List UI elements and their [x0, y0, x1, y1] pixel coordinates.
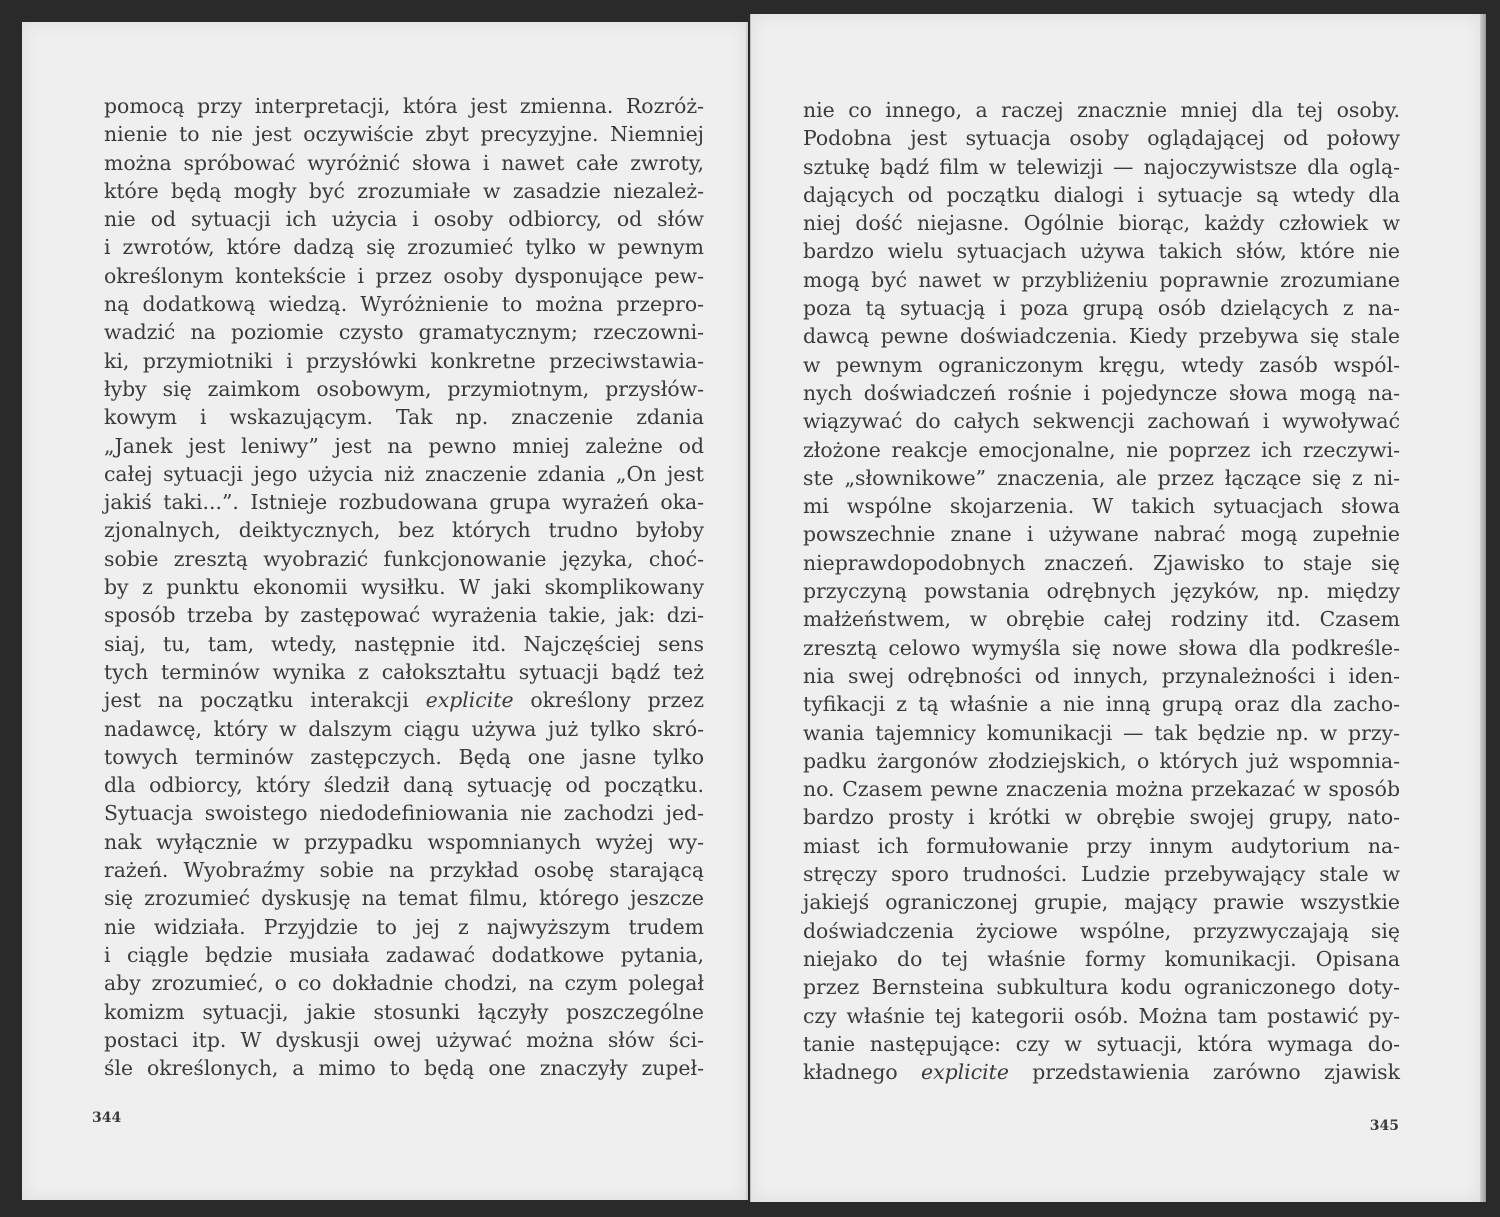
text-line: tyfikacji z tą właśnie a nie inną grupą oraz dla zacho-	[803, 692, 1400, 717]
right-page-number: 345	[1369, 1118, 1399, 1134]
text-line: wania tajemnicy komunikacji — tak będzie np. w przy-	[803, 720, 1400, 745]
text-line: które będą mogły być zrozumiałe w zasadzie niezależ-	[104, 178, 704, 203]
text-line: by z punktu ekonomii wysiłku. W jaki skomplikowany	[104, 575, 704, 600]
text-line: złożone reakcje emocjonalne, nie poprzez ich rzeczywi-	[803, 437, 1400, 462]
text-line: małżeństwem, w obrębie całej rodziny itd. Czasem	[803, 607, 1400, 632]
left-page-text	[104, 92, 704, 1082]
text-line: mogą być nawet w przybliżeniu poprawnie zrozumiane	[803, 267, 1400, 292]
text-line: postaci itp. W dyskusji owej używać można słów ści-	[104, 1027, 704, 1052]
text-line: bardzo wielu sytuacjach używa takich słów, które nie	[803, 239, 1400, 264]
text-line: wadzić na poziomie czysto gramatycznym; rzeczowni-	[104, 320, 704, 345]
italic-term: explicite	[425, 688, 514, 713]
text-line: ną dodatkową wiedzą. Wyróżnienie to można przepro-	[104, 292, 704, 317]
text-line: nieprawdopodobnych znaczeń. Zjawisko to staje się	[803, 550, 1400, 575]
text-line: rażeń. Wyobraźmy sobie na przykład osobę starającą	[104, 858, 704, 883]
text-line: nie widziała. Przyjdzie to jej z najwyższym trudem	[104, 914, 704, 939]
left-page	[22, 22, 748, 1200]
text-line: Podobna jest sytuacja osoby oglądającej od połowy	[803, 126, 1400, 151]
text-line: sposób trzeba by zastępować wyrażenia takie, jak: dzi-	[104, 603, 704, 628]
text-line: można spróbować wyróżnić słowa i nawet całe zwroty,	[104, 150, 704, 175]
text-line: tanie następujące: czy w sytuacji, która wymaga do-	[803, 1031, 1400, 1056]
left-page-number: 344	[92, 1110, 122, 1126]
text-line: doświadczenia życiowe wspólne, przyzwyczajają się	[803, 918, 1400, 943]
text-line: jest na początku interakcji explicite określony przez	[104, 688, 704, 713]
italic-term: explicite	[921, 1060, 1009, 1085]
text-line: śle określonych, a mimo to będą one znaczyły zupeł-	[104, 1056, 704, 1081]
text-line: jakiejś ograniczonej grupie, mający prawie wszystkie	[803, 890, 1400, 915]
text-line: zresztą celowo wymyśla się nowe słowa dla podkreśle-	[803, 635, 1400, 660]
text-line: pomocą przy interpretacji, która jest zmienna. Rozróż-	[104, 94, 704, 118]
text-line: i zwrotów, które dadzą się zrozumieć tylko w pewnym	[104, 235, 704, 260]
right-page	[750, 14, 1481, 1202]
text-line: tych terminów wynika z całokształtu sytuacji bądź też	[104, 659, 704, 684]
text-line: mi wspólne skojarzenia. W takich sytuacjach słowa	[803, 494, 1400, 519]
text-line: nie co innego, a raczej znacznie mniej dla tej osoby.	[803, 98, 1400, 122]
text-line: jakiś taki...”. Istnieje rozbudowana grupa wyrażeń oka-	[104, 490, 704, 515]
text-line: powszechnie znane i używane nabrać mogą zupełnie	[803, 522, 1400, 547]
text-line: nie od sytuacji ich użycia i osoby odbiorcy, od słów	[104, 207, 704, 232]
text-line: nak wyłącznie w przypadku wspomnianych wyżej wy-	[104, 829, 704, 854]
text-line: przez Bernsteina subkultura kodu ograniczonego doty-	[803, 975, 1400, 1000]
text-line: niej dość niejasne. Ogólnie biorąc, każdy człowiek w	[803, 211, 1400, 236]
text-line: ste „słownikowe” znaczenia, ale przez łączące się z ni-	[803, 465, 1400, 490]
text-line: miast ich formułowanie przy innym audytorium na-	[803, 833, 1400, 858]
text-line: przyczyną powstania odrębnych języków, np. między	[803, 579, 1400, 604]
text-line: siaj, tu, tam, wtedy, następnie itd. Najczęściej sens	[104, 631, 704, 656]
text-line: ki, przymiotniki i przysłówki konkretne przeciwstawia-	[104, 348, 704, 373]
text-line: w pewnym ograniczonym kręgu, wtedy zasób wspól-	[803, 352, 1400, 377]
text-line: całej sytuacji jego użycia niż znaczenie zdania „On jest	[104, 461, 704, 486]
text-line: nadawcę, który w dalszym ciągu używa już tylko skró-	[104, 716, 704, 741]
text-line: dawcą pewne doświadczenia. Kiedy przebywa się stale	[803, 324, 1400, 349]
text-line: kowym i wskazującym. Tak np. znaczenie zdania	[104, 405, 704, 430]
text-line: niejako do tej właśnie formy komunikacji. Opisana	[803, 946, 1400, 971]
text-line: bardzo prosty i krótki w obrębie swojej grupy, nato-	[803, 805, 1400, 830]
right-page-text	[803, 96, 1400, 1086]
text-line: dla odbiorcy, który śledził daną sytuację od początku.	[104, 773, 704, 798]
text-line: towych terminów zastępczych. Będą one jasne tylko	[104, 744, 704, 769]
text-line: łyby się zaimkom osobowym, przymiotnym, przysłów-	[104, 376, 704, 401]
text-line: no. Czasem pewne znaczenia można przekazać w sposób	[803, 777, 1400, 802]
text-line: zjonalnych, deiktycznych, bez których trudno byłoby	[104, 518, 704, 543]
text-line: aby zrozumieć, o co dokładnie chodzi, na czym polegał	[104, 971, 704, 996]
text-line: dających od początku dialogi i sytuacje są wtedy dla	[803, 182, 1400, 207]
text-line: się zrozumieć dyskusję na temat filmu, którego jeszcze	[104, 886, 704, 911]
text-line: kładnego explicite przedstawienia zarówno zjawisk	[803, 1060, 1401, 1085]
text-line: nienie to nie jest oczywiście zbyt precyzyjne. Niemniej	[104, 122, 704, 147]
text-line: i ciągle będzie musiała zadawać dodatkowe pytania,	[104, 942, 704, 967]
text-line: określonym kontekście i przez osoby dysponujące pew-	[104, 263, 704, 288]
text-line: sztukę bądź film w telewizji — najoczywistsze dla oglą-	[803, 154, 1400, 179]
text-line: komizm sytuacji, jakie stosunki łączyły poszczególne	[104, 999, 704, 1024]
text-line: poza tą sytuacją i poza grupą osób dzielących z na-	[803, 296, 1400, 321]
text-line: czy właśnie tej kategorii osób. Można tam postawić py-	[803, 1003, 1400, 1028]
text-line: sobie zresztą wyobrazić funkcjonowanie języka, choć-	[104, 546, 704, 571]
page-edge	[1480, 14, 1486, 1202]
text-line: wiązywać do całych sekwencji zachowań i wywoływać	[803, 409, 1400, 434]
text-line: padku żargonów złodziejskich, o których już wspomnia-	[803, 748, 1400, 773]
text-line: nia swej odrębności od innych, przynależności i iden-	[803, 663, 1400, 688]
text-line: nych doświadczeń rośnie i pojedyncze słowa mogą na-	[803, 380, 1400, 405]
text-line: stręczy sporo trudności. Ludzie przebywający stale w	[803, 862, 1400, 887]
text-line: Sytuacja swoistego niedodefiniowania nie zachodzi jed-	[104, 801, 704, 826]
text-line: „Janek jest leniwy” jest na pewno mniej zależne od	[104, 433, 704, 458]
